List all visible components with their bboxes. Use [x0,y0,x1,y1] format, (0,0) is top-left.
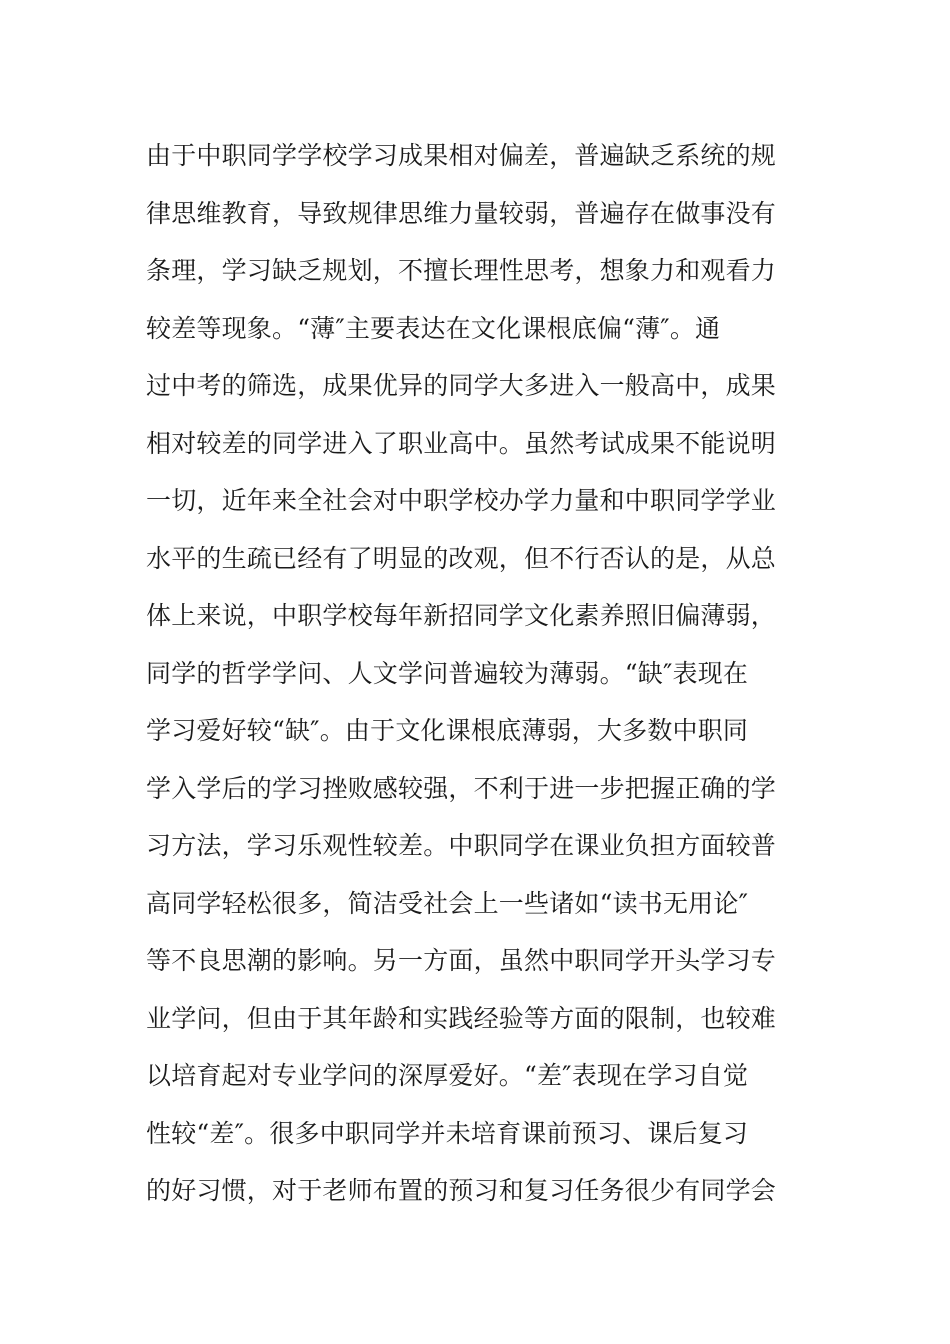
text-line: 高同学轻松很多，简洁受社会上一些诸如“读书无用论″ [146,888,749,918]
text-line: 水平的生疏已经有了明显的改观，但不行否认的是，从总 [146,543,777,573]
text-line: 性较“差″。很多中职同学并未培育课前预习、课后复习 [146,1118,749,1148]
text-line: 业学问，但由于其年龄和实践经验等方面的限制，也较难 [146,1003,777,1033]
text-line: 学入学后的学习挫败感较强，不利于进一步把握正确的学 [146,773,777,803]
text-line: 律思维教育，导致规律思维力量较弱，普遍存在做事没有 [146,198,777,228]
text-line: 同学的哲学学问、人文学问普遍较为薄弱。“缺″表现在 [146,658,749,688]
text-line: 一切，近年来全社会对中职学校办学力量和中职同学学业 [146,486,777,515]
text-line: 较差等现象。“薄″主要表达在文化课根底偏“薄″。通 [146,313,721,343]
text-line: 条理，学习缺乏规划，不擅长理性思考，想象力和观看力 [146,256,777,285]
text-line: 等不良思潮的影响。另一方面，虽然中职同学开头学习专 [146,946,777,975]
text-line: 由于中职同学学校学习成果相对偏差，普遍缺乏系统的规 [146,141,777,170]
text-line: 习方法，学习乐观性较差。中职同学在课业负担方面较普 [146,831,777,860]
text-line: 的好习惯，对于老师布置的预习和复习任务很少有同学会 [146,1176,777,1205]
text-line: 学习爱好较“缺″。由于文化课根底薄弱，大多数中职同 [146,716,749,745]
text-line: 相对较差的同学进入了职业高中。虽然考试成果不能说明 [146,428,777,458]
text-line: 过中考的筛选，成果优异的同学大多进入一般高中，成果 [146,371,777,400]
text-line: 体上来说，中职学校每年新招同学文化素养照旧偏薄弱， [146,601,777,630]
body-paragraph [146,127,826,1220]
text-line: 以培育起对专业学问的深厚爱好。“差″表现在学习自觉 [146,1061,749,1090]
